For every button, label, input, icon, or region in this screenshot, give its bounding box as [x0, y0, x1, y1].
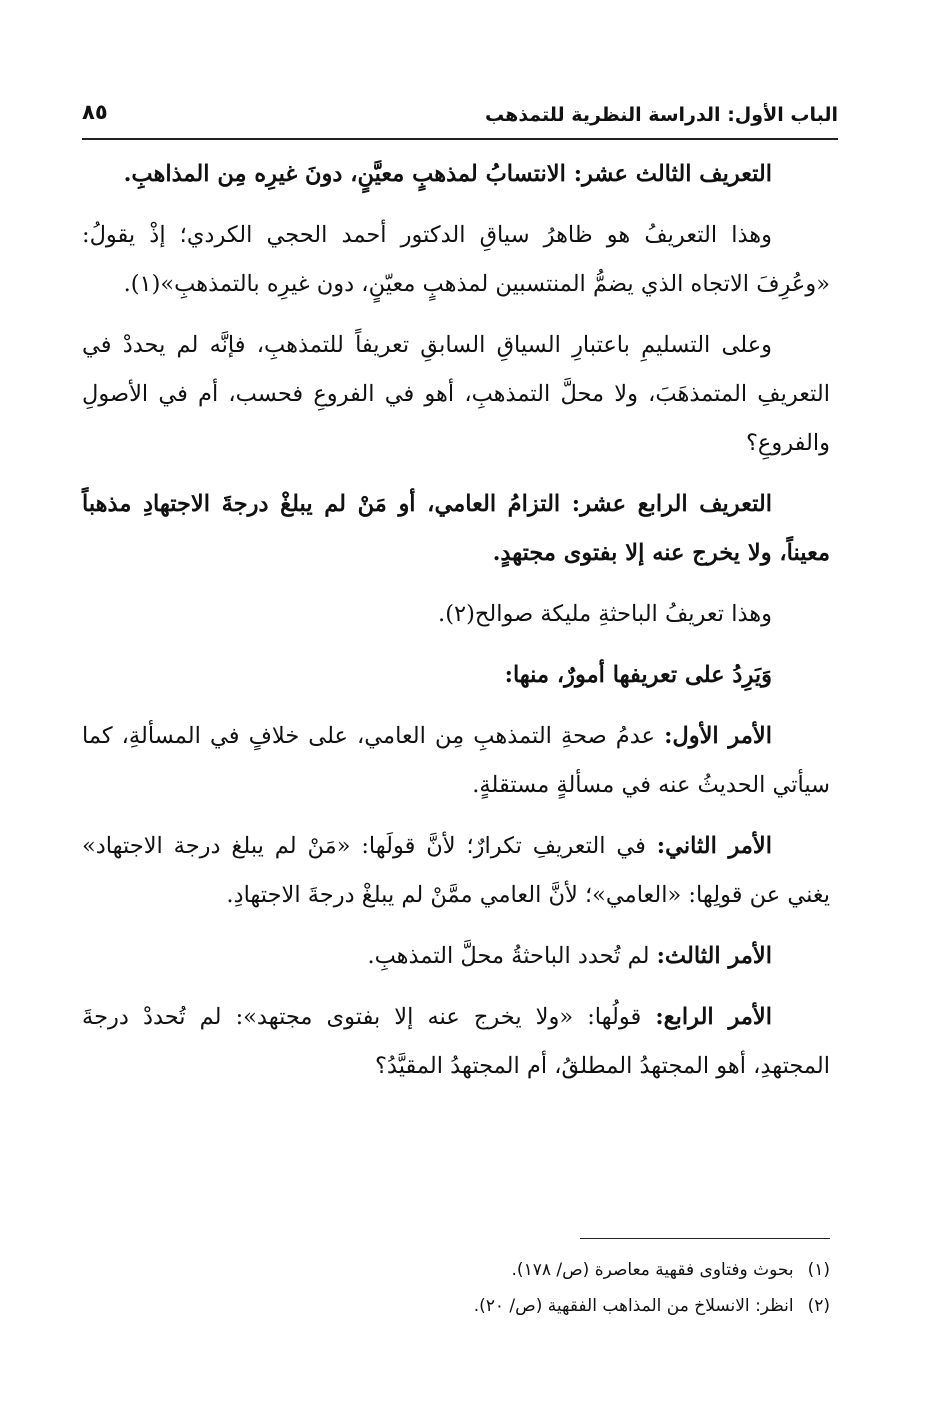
objection-4-text: قولُها: «ولا يخرج عنه إلا بفتوى مجتهد»: لم تُحددْ درجةَ المجتهدِ، أهو المجتهدُ المطلقُ، أم المجتهدُ المقيَّدُ؟ [82, 1004, 830, 1079]
definition-13-text: الانتسابُ لمذهبٍ معيَّنٍ، دونَ غيرِه مِن المذاهبِ. [123, 161, 574, 187]
page-number: ٨٥ [82, 100, 108, 124]
header-divider [82, 138, 838, 140]
objection-1-text: عدمُ صحةِ التمذهبِ مِن العامي، على خلافٍ في المسألةِ، كما سيأتي الحديثُ عنه في مسألةٍ مستقلةٍ. [82, 723, 830, 798]
footnote-number: (٢) [807, 1296, 830, 1316]
objection-1-heading: الأمر الأول: [664, 723, 772, 749]
kurdi-paragraph [82, 211, 830, 309]
critique-13-text: وعلى التسليمِ باعتبارِ السياقِ السابقِ تعريفاً للتمذهبِ، فإنَّه لم يحددْ في التعريفِ المتمذهَبَ، ولا محلَّ التمذهبِ، أهو في الفروعِ فحسب، أم في الأصولِ والفروعِ؟ [82, 332, 830, 456]
objection-3-paragraph [82, 932, 830, 981]
main-text [82, 150, 830, 1103]
attribution-paragraph [82, 590, 830, 639]
objection-2-paragraph [82, 822, 830, 920]
objection-3-heading: الأمر الثالث: [656, 943, 772, 969]
critique-13-paragraph [82, 321, 830, 468]
footnote-item [82, 1288, 830, 1324]
definition-14-text: التزامُ العامي، أو مَنْ لم يبلغْ درجةَ الاجتهادِ مذهباً معيناً، ولا يخرج عنه إلا بفتوى مجتهدٍ. [82, 491, 830, 566]
footnotes [82, 1252, 830, 1324]
footnote-number: (١) [807, 1260, 830, 1280]
running-header [82, 100, 838, 136]
objection-4-paragraph [82, 993, 830, 1091]
kurdi-text: وهذا التعريفُ هو ظاهرُ سياقِ الدكتور أحمد الحجي الكردي؛ إذْ يقولُ: «وعُرِفَ الاتجاه الذي يضمُّ المنتسبين لمذهبٍ معيّنٍ، دون غيرِه بالتمذهبِ»(١). [82, 222, 830, 297]
objection-2-text: في التعريفِ تكرارٌ؛ لأنَّ قولَها: «مَنْ لم يبلغ درجة الاجتهاد» يغني عن قولِها: «العامي»؛ لأنَّ العامي ممَّنْ لم يبلغْ درجةَ الاجتهادِ. [82, 833, 830, 908]
objections-intro-text: وَيَرِدُ على تعريفها أمورٌ، منها: [504, 662, 772, 688]
footnote-text: بحوث وفتاوى فقهية معاصرة (ص/ ١٧٨). [511, 1260, 794, 1280]
objection-1-paragraph [82, 712, 830, 810]
footnote-item [82, 1252, 830, 1288]
objection-3-text: لم تُحدد الباحثةُ محلَّ التمذهبِ. [367, 943, 657, 969]
objection-2-heading: الأمر الثاني: [656, 833, 772, 859]
definition-13-paragraph [82, 150, 830, 199]
attribution-text: وهذا تعريفُ الباحثةِ مليكة صوالح(٢). [438, 601, 772, 627]
footnote-divider [580, 1238, 830, 1239]
footnote-text: انظر: الانسلاخ من المذاهب الفقهية (ص/ ٢٠). [473, 1296, 794, 1316]
chapter-title: الباب الأول: الدراسة النظرية للتمذهب [485, 104, 838, 126]
definition-13-heading: التعريف الثالث عشر: [573, 161, 772, 187]
definition-14-heading: التعريف الرابع عشر: [571, 491, 772, 517]
objections-intro [82, 651, 830, 700]
objection-4-heading: الأمر الرابع: [655, 1004, 772, 1030]
definition-14-paragraph [82, 480, 830, 578]
